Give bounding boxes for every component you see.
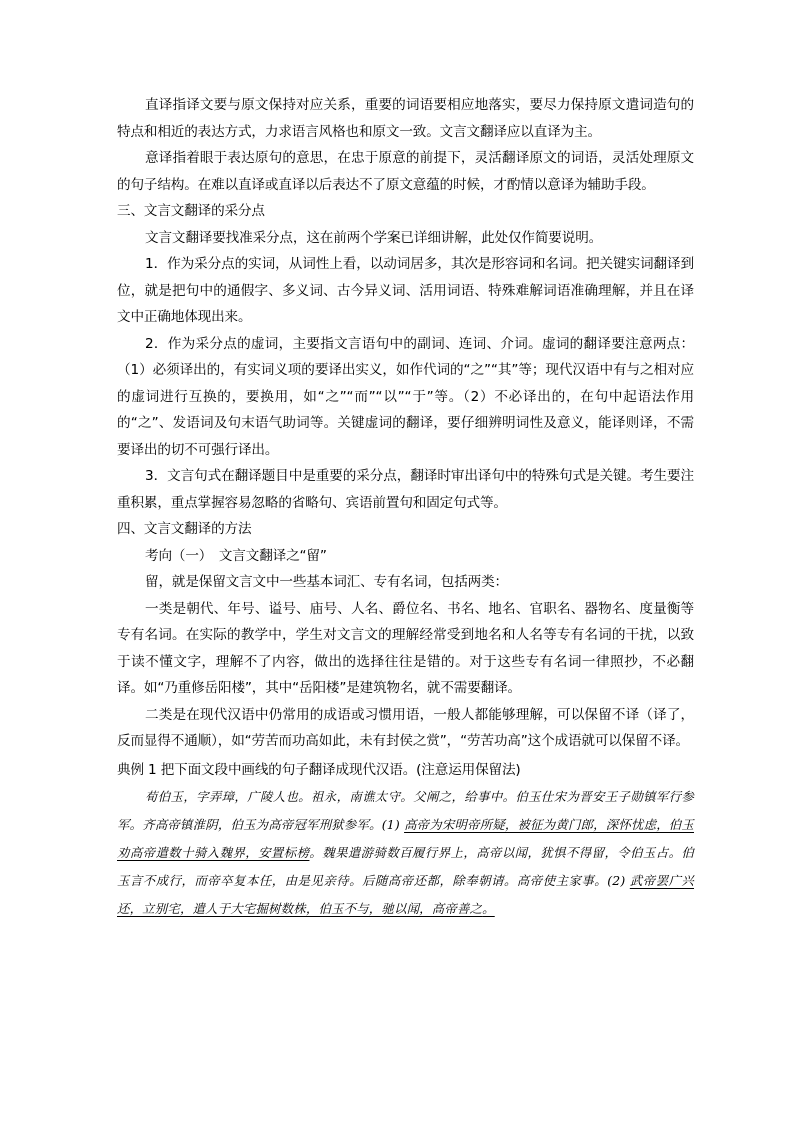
excerpt-end: 。 [482, 901, 495, 916]
excerpt-part: 。魏果遣游骑数百履行界上，高帝以闻，犹惧不得留，令伯玉占。伯玉言不成行，而帝卒复本任，由是见亲待。后随高帝还都，除奉朝请。高帝使主家事。 [117, 845, 695, 888]
section-heading-scoring-points: 三、文言文翻译的采分点 [117, 203, 265, 219]
paragraph-function-words: 2．作为采分点的虚词，主要指文言语句中的副词、连词、介词。虚词的翻译要注意两点：（1）必须译出的，有实词义项的要译出实义，如作代词的“之”“其”等；现代汉语中有与之相对应的虚词进行互换的，要换用，如“之”“而”“以”“于”等。（2）不必译出的，在句中起语法作用的“之”、发语词及句末语气助词等。关键虚词的翻译，要仔细辨明词性及意义，能译则译，不需要译出的切不可强行译出。 [117, 335, 694, 458]
classical-excerpt [117, 783, 694, 923]
paragraph-literal-translation: 直译指译文要与原文保持对应关系，重要的词语要相应地落实，要尽力保持原文遣词造句的特点和相近的表达方式，力求语言风格也和原文一致。文言文翻译应以直译为主。 [117, 97, 694, 140]
paragraph-content-words: 1．作为采分点的实词，从词性上看，以动词居多，其次是形容词和名词。把关键实词翻译到位，就是把句中的通假字、多义词、古今异义词、活用词语、特殊难解词语准确理解，并且在译文中正确地体现出来。 [117, 256, 694, 325]
marker-1: (1) [381, 817, 405, 832]
paragraph-free-translation: 意译指着眼于表达原句的意思，在忠于原意的前提下，灵活翻译原文的词语，灵活处理原文的句子结构。在难以直译或直译以后表达不了原文意蕴的时候，才酌情以意译为辅助手段。 [117, 150, 694, 193]
underlined-sentence-1: 高帝为宋明帝所疑，被征为黄门郎，深怀忧虑，伯玉劝高帝遣数十骑入魏界，安置标榜 [117, 817, 694, 860]
excerpt-text [117, 783, 694, 923]
paragraph-scoring-intro: 文言文翻译要找准采分点，这在前两个学案已详细讲解，此处仅作简要说明。 [145, 229, 603, 246]
paragraph-sentence-patterns: 3．文言句式在翻译题目中是重要的采分点，翻译时审出译句中的特殊句式是关键。考生要注重积累，重点掌握容易忽略的省略句、宾语前置句和固定句式等。 [117, 468, 694, 511]
underlined-sentence-2: 武帝罢广兴还，立别宅，遣人于大宅掘树数株，伯玉不与，驰以闻，高帝善之 [117, 873, 695, 916]
section-heading-methods: 四、文言文翻译的方法 [117, 521, 252, 537]
paragraph-retain-intro: 留，就是保留文言文中一些基本词汇、专有名词，包括两类： [145, 574, 508, 590]
example-title: 典例 1 把下面文段中画线的句子翻译成现代汉语。(注意运用保留法) [117, 761, 521, 778]
marker-2: (2) [607, 873, 630, 888]
excerpt-part: 荀伯玉，字弄璋，广陵人也。祖永，南谯太守。父阐之，给事中。伯玉仕宋为晋安王子勋镇军行参军。齐高帝镇淮阴，伯玉为高帝冠军刑狱参军。 [117, 789, 694, 832]
paragraph-idioms: 二类是在现代汉语中仍常用的成语或习惯用语，一般人都能够理解，可以保留不译（译了，反而显得不通顺），如“劳苦而功高如此，未有封侯之赏”，“劳苦功高”这个成语就可以保留不译。 [117, 706, 694, 749]
subheading-retain: 考向（一） 文言文翻译之“留” [145, 547, 327, 564]
paragraph-proper-nouns: 一类是朝代、年号、谥号、庙号、人名、爵位名、书名、地名、官职名、器物名、度量衡等专有名词。在实际的教学中，学生对文言文的理解经常受到地名和人名等专有名词的干扰，以致于读不懂文字，理解不了内容，做出的选择往往是错的。对于这些专有名词一律照抄，不必翻译。如“乃重修岳阳楼”，其中“岳阳楼”是建筑物名，就不需要翻译。 [117, 600, 694, 696]
